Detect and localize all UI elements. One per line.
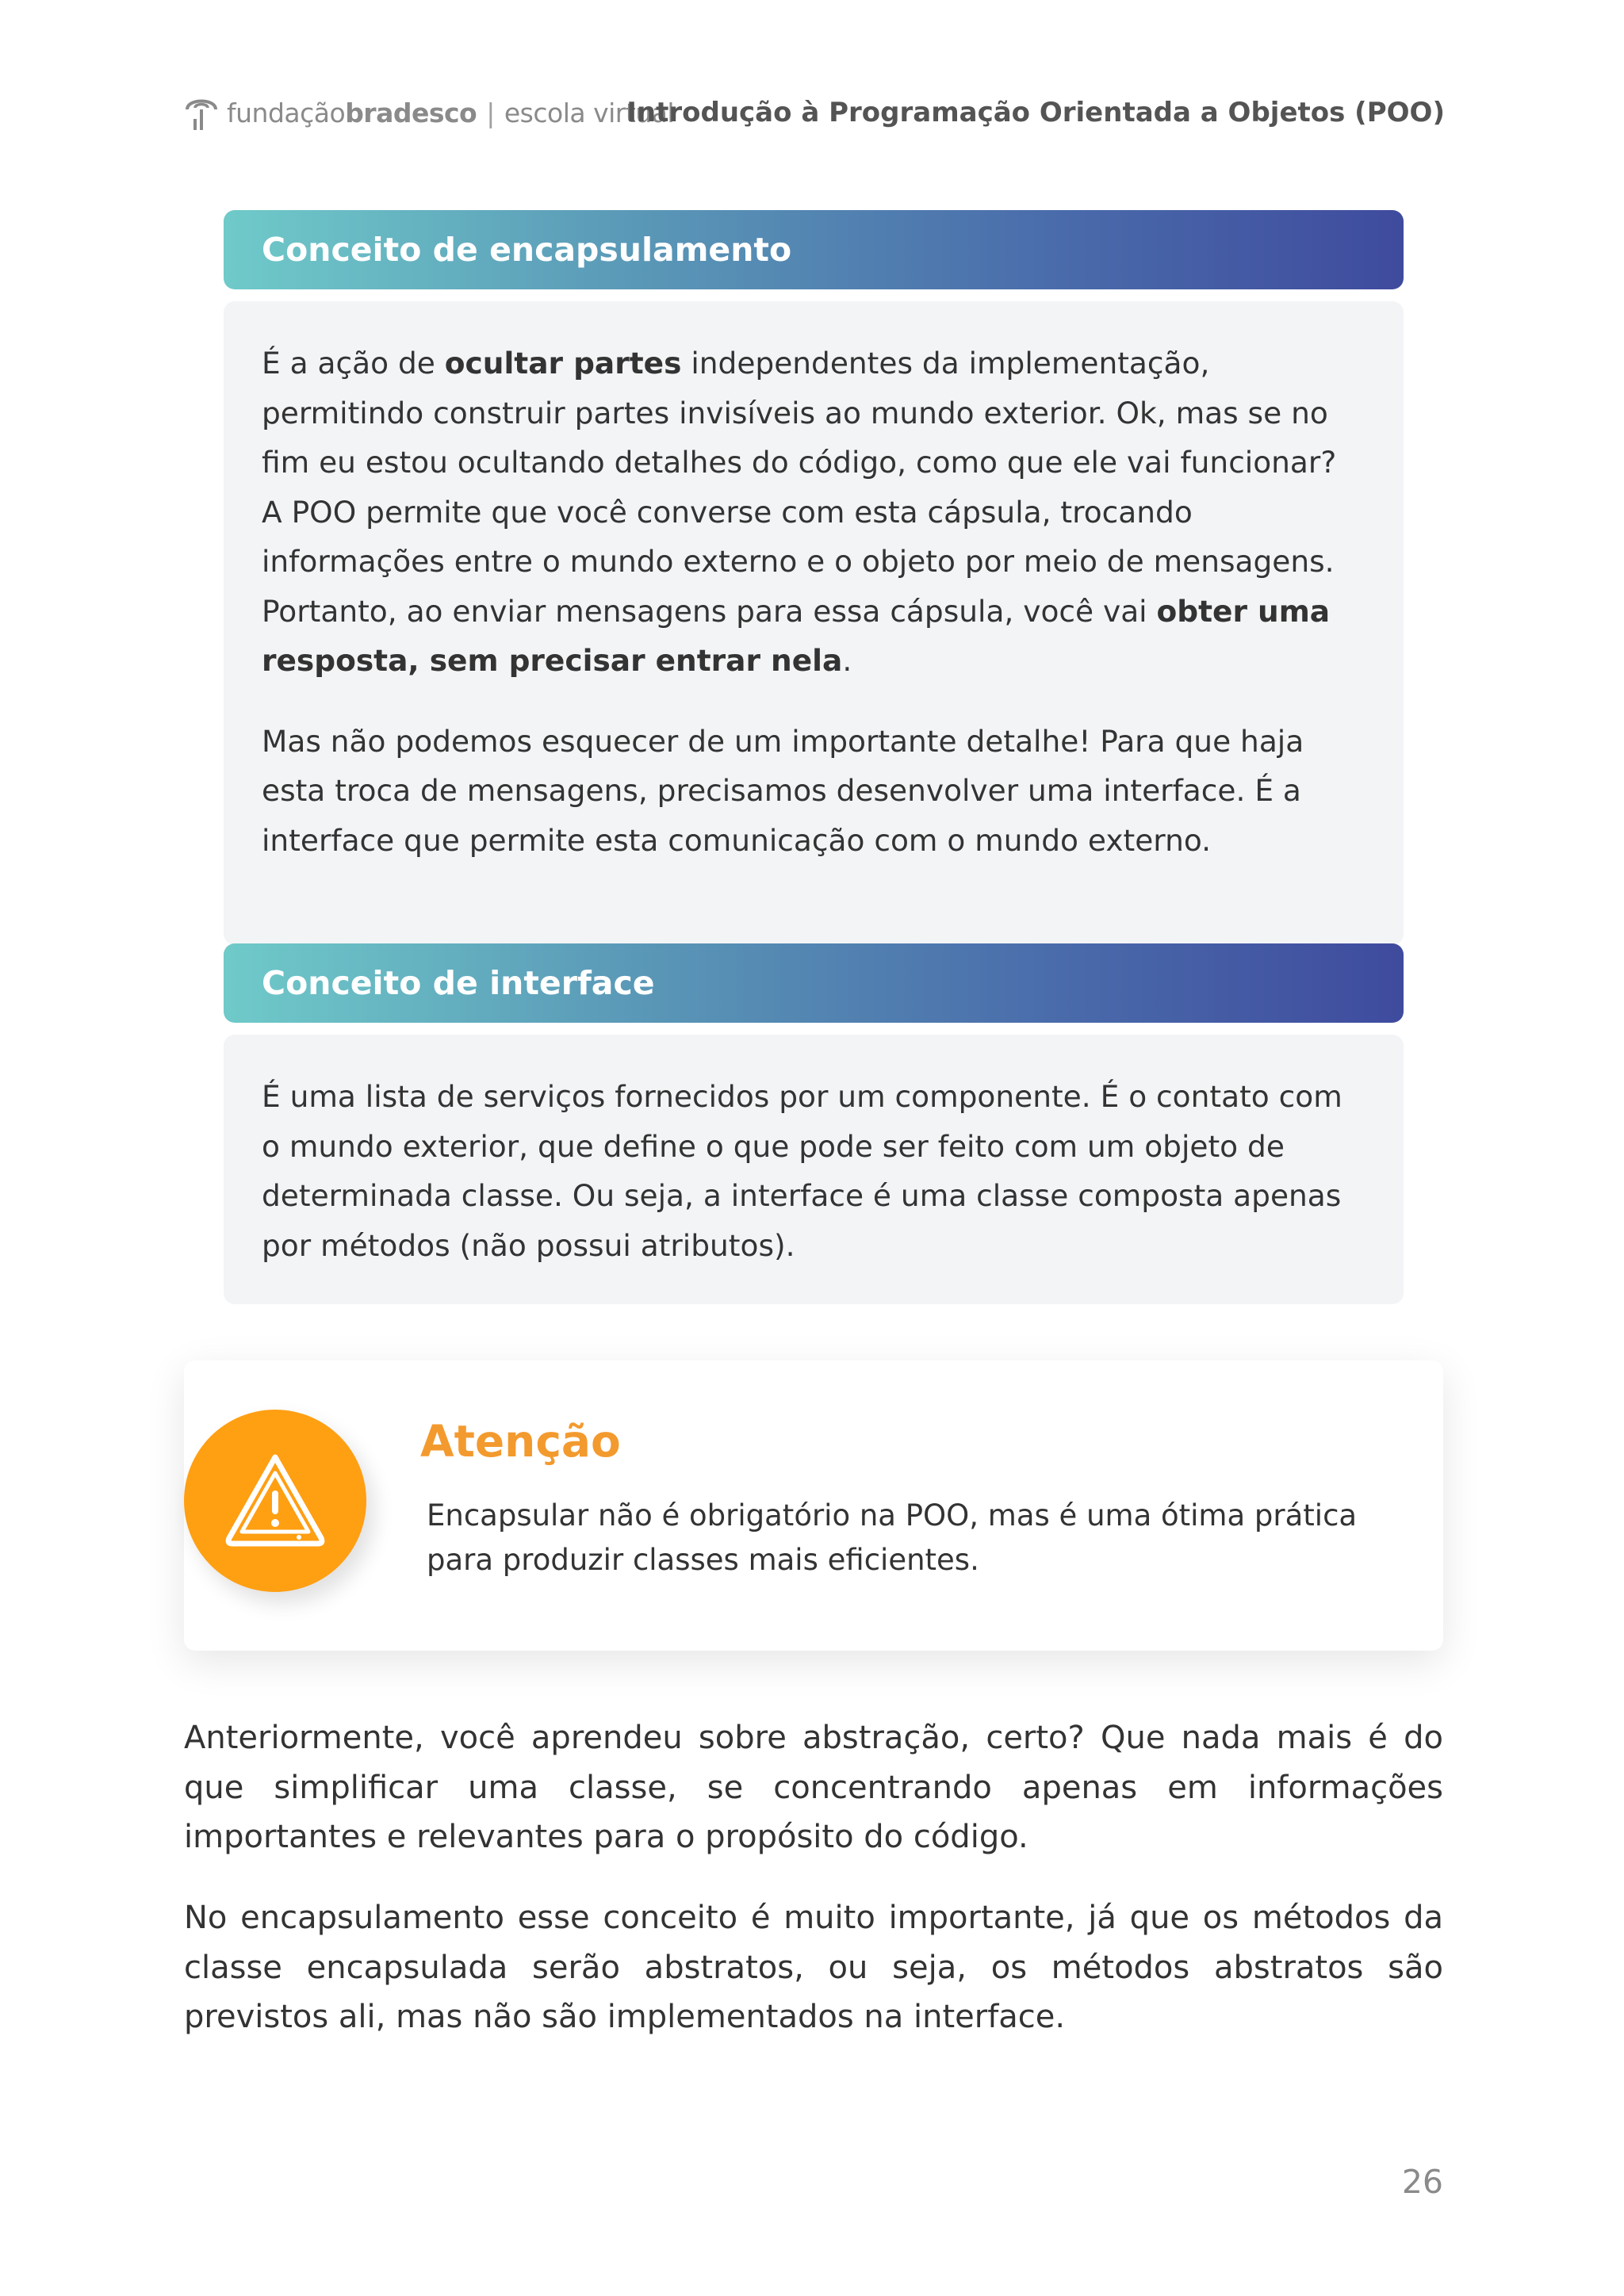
interface-body <box>224 1035 1404 1304</box>
document-title: Introdução à Programação Orientada a Objetos (POO) <box>626 97 1445 128</box>
logo-text-bradesco: bradesco <box>345 97 477 128</box>
page-number: 26 <box>1401 2163 1443 2201</box>
warning-triangle-icon <box>220 1449 331 1552</box>
logo-text-fundacao: fundação <box>227 97 346 128</box>
tree-logo-icon <box>182 92 220 133</box>
interface-paragraph: É uma lista de serviços fornecidos por um componente. É o contato com o mundo exterior, que define o que pode ser feito com um objeto de determinada classe. Ou seja, a interface é uma classe composta apenas por métodos (não possui atributos). <box>262 1079 1342 1263</box>
body-paragraph-2: No encapsulamento esse conceito é muito importante, já que os métodos da classe encapsulada serão abstratos, ou seja, os métodos abstratos são previstos ali, mas não são implementados na interface. <box>184 1900 1443 2035</box>
fundacao-bradesco-logo <box>182 89 674 136</box>
attention-title: Atenção <box>420 1416 621 1467</box>
encapsulamento-body <box>224 301 1404 945</box>
encapsulamento-heading-bar <box>224 210 1404 289</box>
interface-heading-bar <box>224 943 1404 1023</box>
attention-card <box>184 1360 1443 1651</box>
interface-heading: Conceito de interface <box>262 964 655 1002</box>
encapsulamento-paragraph-1: É a ação de ocultar partes independentes da implementação, permitindo construir partes invisíveis ao mundo exterior. Ok, mas se no fim eu estou ocultando detalhes do código, como que ele vai funcionar? A POO permite que você converse com esta cápsula, trocando informações entre o mundo externo e o objeto por meio de mensagens. Portanto, ao enviar mensagens para essa cápsula, você vai obter uma resposta, sem precisar entrar nela. <box>262 346 1337 678</box>
logo-separator: | <box>486 97 495 128</box>
bold-ocultar-partes: ocultar partes <box>444 346 682 381</box>
bold-obter-resposta: obter uma resposta, sem precisar entrar nela <box>262 593 1331 678</box>
attention-text: Encapsular não é obrigatório na POO, mas é uma ótima prática para produzir classes mais eficientes. <box>427 1498 1358 1577</box>
body-paragraph-1: Anteriormente, você aprendeu sobre abstração, certo? Que nada mais é do que simplificar uma classe, se concentrando apenas em informações importantes e relevantes para o propósito do código. <box>184 1720 1443 1855</box>
encapsulamento-heading: Conceito de encapsulamento <box>262 231 792 269</box>
logo-text-escola-virtual: escola virtual <box>504 97 675 128</box>
attention-icon-circle <box>184 1410 366 1592</box>
encapsulamento-paragraph-2: Mas não podemos esquecer de um importante detalhe! Para que haja esta troca de mensagens, precisamos desenvolver uma interface. É a interface que permite esta comunicação com o mundo externo. <box>262 723 1304 858</box>
page-header <box>182 86 1445 141</box>
